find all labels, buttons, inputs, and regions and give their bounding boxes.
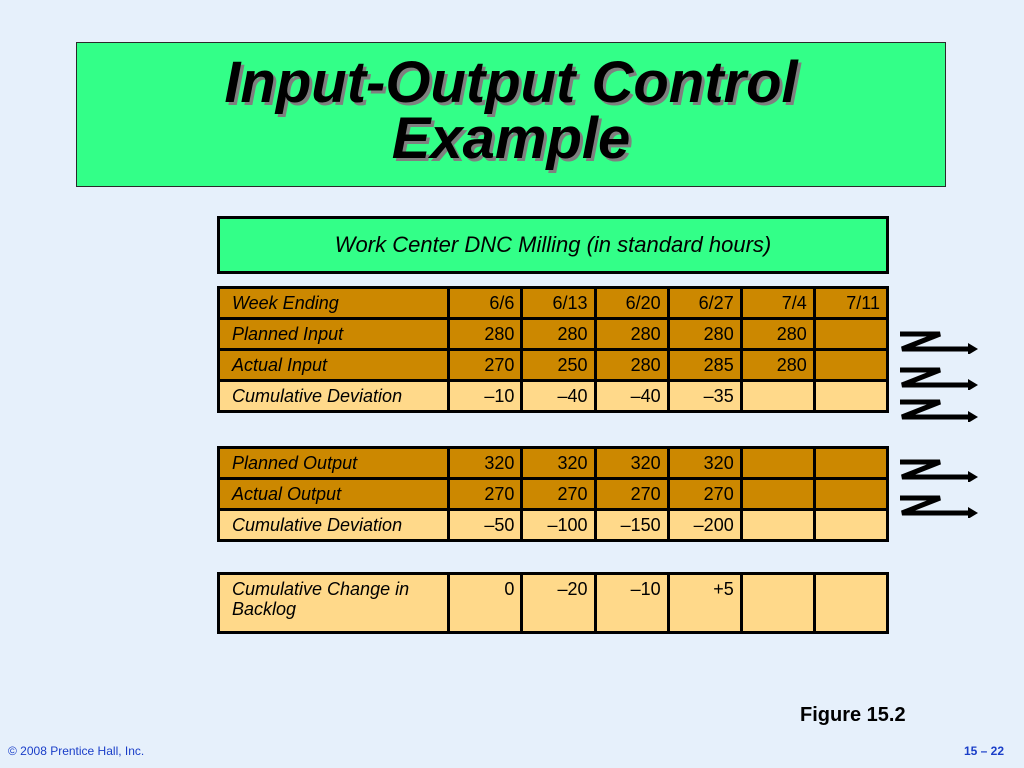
table-cell: –100	[522, 510, 595, 541]
week-6-20: 6/20	[595, 288, 668, 319]
table-cell: 320	[522, 448, 595, 479]
table-cell	[741, 479, 814, 510]
week-7-11: 7/11	[814, 288, 887, 319]
backlog-row	[219, 574, 888, 633]
table-cell	[814, 381, 887, 412]
z-arrow-icon	[896, 330, 978, 354]
row-label: Planned Input	[219, 319, 449, 350]
output-table	[217, 446, 889, 542]
planned-output-row	[219, 448, 888, 479]
table-cell: 280	[595, 350, 668, 381]
table-cell: 0	[449, 574, 522, 633]
slide-title-line-2: Example	[391, 106, 631, 171]
table-cell	[741, 448, 814, 479]
slide-title-line-1: Input-Output Control	[224, 50, 798, 115]
copyright-footer: © 2008 Prentice Hall, Inc.	[8, 744, 145, 758]
table-cell	[814, 510, 887, 541]
table-cell	[814, 448, 887, 479]
actual-output-row	[219, 479, 888, 510]
table-cell: –200	[668, 510, 741, 541]
week-ending-label: Week Ending	[219, 288, 449, 319]
table-cell: –50	[449, 510, 522, 541]
title-box	[76, 42, 946, 187]
actual-input-row	[219, 350, 888, 381]
table-cell	[814, 574, 887, 633]
table-cell: –10	[449, 381, 522, 412]
row-label: Cumulative Deviation	[219, 381, 449, 412]
week-6-6: 6/6	[449, 288, 522, 319]
table-caption: Work Center DNC Milling (in standard hours)	[217, 216, 889, 274]
row-label: Cumulative Change in Backlog	[219, 574, 449, 633]
table-cell	[741, 574, 814, 633]
table-cell	[814, 479, 887, 510]
table-cell: –35	[668, 381, 741, 412]
row-label: Planned Output	[219, 448, 449, 479]
page-number: 15 – 22	[963, 744, 1004, 758]
table-cell: +5	[668, 574, 741, 633]
table-cell: –150	[595, 510, 668, 541]
table-cell: –40	[522, 381, 595, 412]
table-cell: 285	[668, 350, 741, 381]
input-cumulative-deviation-row	[219, 381, 888, 412]
table-cell: 320	[449, 448, 522, 479]
table-cell	[741, 510, 814, 541]
z-arrow-icon	[896, 398, 978, 422]
table-cell: 280	[741, 319, 814, 350]
week-6-13: 6/13	[522, 288, 595, 319]
week-6-27: 6/27	[668, 288, 741, 319]
output-cumulative-deviation-row	[219, 510, 888, 541]
figure-label: Figure 15.2	[800, 704, 906, 726]
week-ending-row	[219, 288, 888, 319]
table-cell: 250	[522, 350, 595, 381]
table-cell	[814, 350, 887, 381]
table-cell: 270	[449, 479, 522, 510]
table-cell: –40	[595, 381, 668, 412]
table-cell: 280	[449, 319, 522, 350]
z-arrow-icon	[896, 366, 978, 390]
table-cell: 320	[668, 448, 741, 479]
table-cell: 280	[668, 319, 741, 350]
table-cell	[814, 319, 887, 350]
table-cell: 270	[595, 479, 668, 510]
table-cell: –10	[595, 574, 668, 633]
table-cell: 270	[449, 350, 522, 381]
table-cell: 270	[668, 479, 741, 510]
z-arrow-icon	[896, 494, 978, 518]
table-cell	[741, 381, 814, 412]
backlog-table	[217, 572, 889, 634]
week-7-4: 7/4	[741, 288, 814, 319]
row-label: Actual Input	[219, 350, 449, 381]
planned-input-row	[219, 319, 888, 350]
table-cell: 270	[522, 479, 595, 510]
input-table	[217, 286, 889, 413]
table-cell: 320	[595, 448, 668, 479]
z-arrow-icon	[896, 458, 978, 482]
table-cell: 280	[522, 319, 595, 350]
table-cell: 280	[595, 319, 668, 350]
table-cell: 280	[741, 350, 814, 381]
row-label: Cumulative Deviation	[219, 510, 449, 541]
row-label: Actual Output	[219, 479, 449, 510]
table-cell: –20	[522, 574, 595, 633]
